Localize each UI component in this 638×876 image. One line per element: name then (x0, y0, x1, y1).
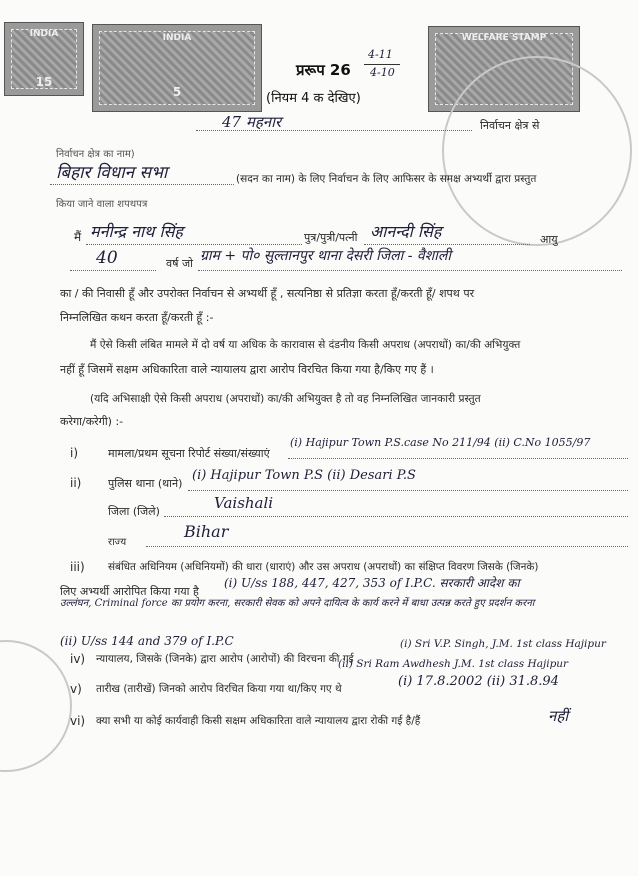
house-line (50, 184, 234, 185)
revenue-stamp-2 (92, 24, 262, 112)
item-handwritten: उल्लंघन, Criminal force का प्रयोग करना, सरकारी सेवक को अपने दायित्व के कार्य करने में बाधा उत्पन्न करते हुए प्रदर्शन करना (60, 598, 535, 609)
revenue-stamp-1 (4, 22, 84, 96)
welfare-stamp-label: WELFARE STAMP (461, 33, 547, 43)
item-label: न्यायालय, जिसके (जिनके) द्वारा आरोप (आरोपों) की विरचना की गई (96, 653, 354, 665)
age-line (70, 270, 156, 271)
father-name-handwritten: आनन्दी सिंह (370, 222, 442, 241)
item-handwritten: (i) 17.8.2002 (ii) 31.8.94 (398, 674, 559, 689)
father-line (364, 244, 530, 245)
item-label: लिए अभ्यर्थी आरोपित किया गया है (60, 585, 199, 598)
item-handwritten: (i) Sri V.P. Singh, J.M. 1st class Hajipur (400, 638, 606, 650)
court-seal-top (442, 56, 632, 246)
constituency-line (196, 130, 472, 131)
stamp-1-label: INDIA (29, 29, 59, 39)
constituency-label: निर्वाचन क्षेत्र से (480, 119, 540, 132)
hw-number-top: 4-11 (368, 48, 393, 61)
form-rule: (नियम 4 क देखिए) (266, 91, 361, 106)
form-title: प्ररूप 26 (296, 61, 351, 79)
item-handwritten: नहीं (548, 707, 569, 725)
hw-number-bottom: 4-10 (370, 66, 395, 79)
line-statement: निम्नलिखित कथन करता हूँ/करती हूँ :- (60, 311, 214, 324)
item-label: संबंधित अधिनियम (अधिनियमों) की धारा (धाराएं) और उस अपराध (अपराधों) का संक्षिप्त विवरण जिसके (जिनके) (108, 561, 539, 573)
house-label-faint: निर्वाचन क्षेत्र का नाम) (56, 149, 135, 160)
candidate-line (86, 244, 302, 245)
relation-text: पुत्र/पुत्री/पत्नी (304, 231, 358, 244)
house-handwritten: बिहार विधान सभा (56, 163, 168, 183)
para1-line2: नहीं हूँ जिसमें सक्षम अधिकारिता वाले न्यायालय द्वारा आरोप विरचित किया गया है/किए गए हैं । (60, 363, 434, 376)
item-handwritten: (i) Hajipur Town P.S.case No 211/94 (ii) C.No 1055/97 (290, 436, 591, 449)
item-line (188, 490, 628, 491)
age-handwritten: 40 (96, 248, 118, 268)
item-handwritten: Bihar (184, 522, 229, 541)
hw-number-rule (364, 64, 400, 65)
item-label: क्या सभी या कोई कार्यवाही किसी सक्षम अधिकारिता वाले न्यायालय द्वारा रोकी गई है/हैं (96, 715, 421, 727)
constituency-handwritten: 47 महनार (222, 113, 282, 131)
item-handwritten: (ii) Sri Ram Awdhesh J.M. 1st class Hajipur (338, 658, 569, 670)
item-label: जिला (जिले) (108, 505, 160, 518)
item-label: मामला/प्रथम सूचना रिपोर्ट संख्या/संख्याएं (108, 447, 270, 460)
item-line (164, 516, 628, 517)
item-num: iii) (70, 560, 85, 574)
address-handwritten: ग्राम + पो० सुल्तानपुर थाना देसरी जिला - वैशाली (200, 248, 451, 264)
address-line (198, 270, 622, 271)
stamp-2-label: INDIA (162, 33, 192, 43)
stamp-1-value: 15 (35, 75, 53, 89)
item-num: ii) (70, 476, 82, 490)
item-handwritten: Vaishali (214, 494, 274, 512)
age-label: आयु (540, 233, 558, 246)
stamp-2-value: 5 (172, 85, 182, 99)
years-text: वर्ष जो (166, 257, 193, 270)
item-label: राज्य (108, 537, 127, 548)
item-line (146, 546, 628, 547)
candidate-name-handwritten: मनीन्द्र नाथ सिंह (90, 222, 183, 241)
item-num: v) (70, 682, 82, 696)
para2-line1: (यदि अभिसाक्षी ऐसे किसी अपराध (अपराधों) का/की अभियुक्त है तो वह निम्नलिखित जानकारी प्रस्तुत (90, 393, 481, 405)
para1-line1: मैं ऐसे किसी लंबित मामले में दो वर्ष या अधिक के कारावास से दंडनीय किसी अपराध (अपराधों) का/की अभियुक्त (90, 339, 521, 351)
line-residence: का / की निवासी हूँ और उपरोक्त निर्वाचन से अभ्यर्थी हूँ , सत्यनिष्ठा से प्रतिज्ञा करता हूँ/करती हूँ/ शपथ पर (60, 287, 475, 300)
item-handwritten: (ii) U/ss 144 and 379 of I.P.C (60, 634, 234, 648)
item-label: पुलिस थाना (थाने) (108, 477, 183, 490)
item-num: iv) (70, 652, 86, 666)
item-num: vi) (70, 714, 86, 728)
item-handwritten: (i) U/ss 188, 447, 427, 353 of I.P.C. सरकारी आदेश का (224, 576, 520, 590)
item-label: तारीख (तारीखें) जिनको आरोप विरचित किया गया था/किए गए थे (96, 683, 342, 695)
item-line (288, 458, 628, 459)
court-seal-left (0, 640, 72, 772)
house-text: (सदन का नाम) के लिए निर्वाचन के लिए आफिसर के समक्ष अभ्यर्थी द्वारा प्रस्तुत (236, 173, 537, 185)
name-prefix: मैं (74, 230, 82, 244)
item-handwritten: (i) Hajipur Town P.S (ii) Desari P.S (192, 468, 416, 483)
item-num: i) (70, 446, 79, 460)
house-text-2: किया जाने वाला शपथपत्र (56, 199, 148, 210)
para2-line2: करेगा/करेगी) :- (60, 415, 124, 428)
